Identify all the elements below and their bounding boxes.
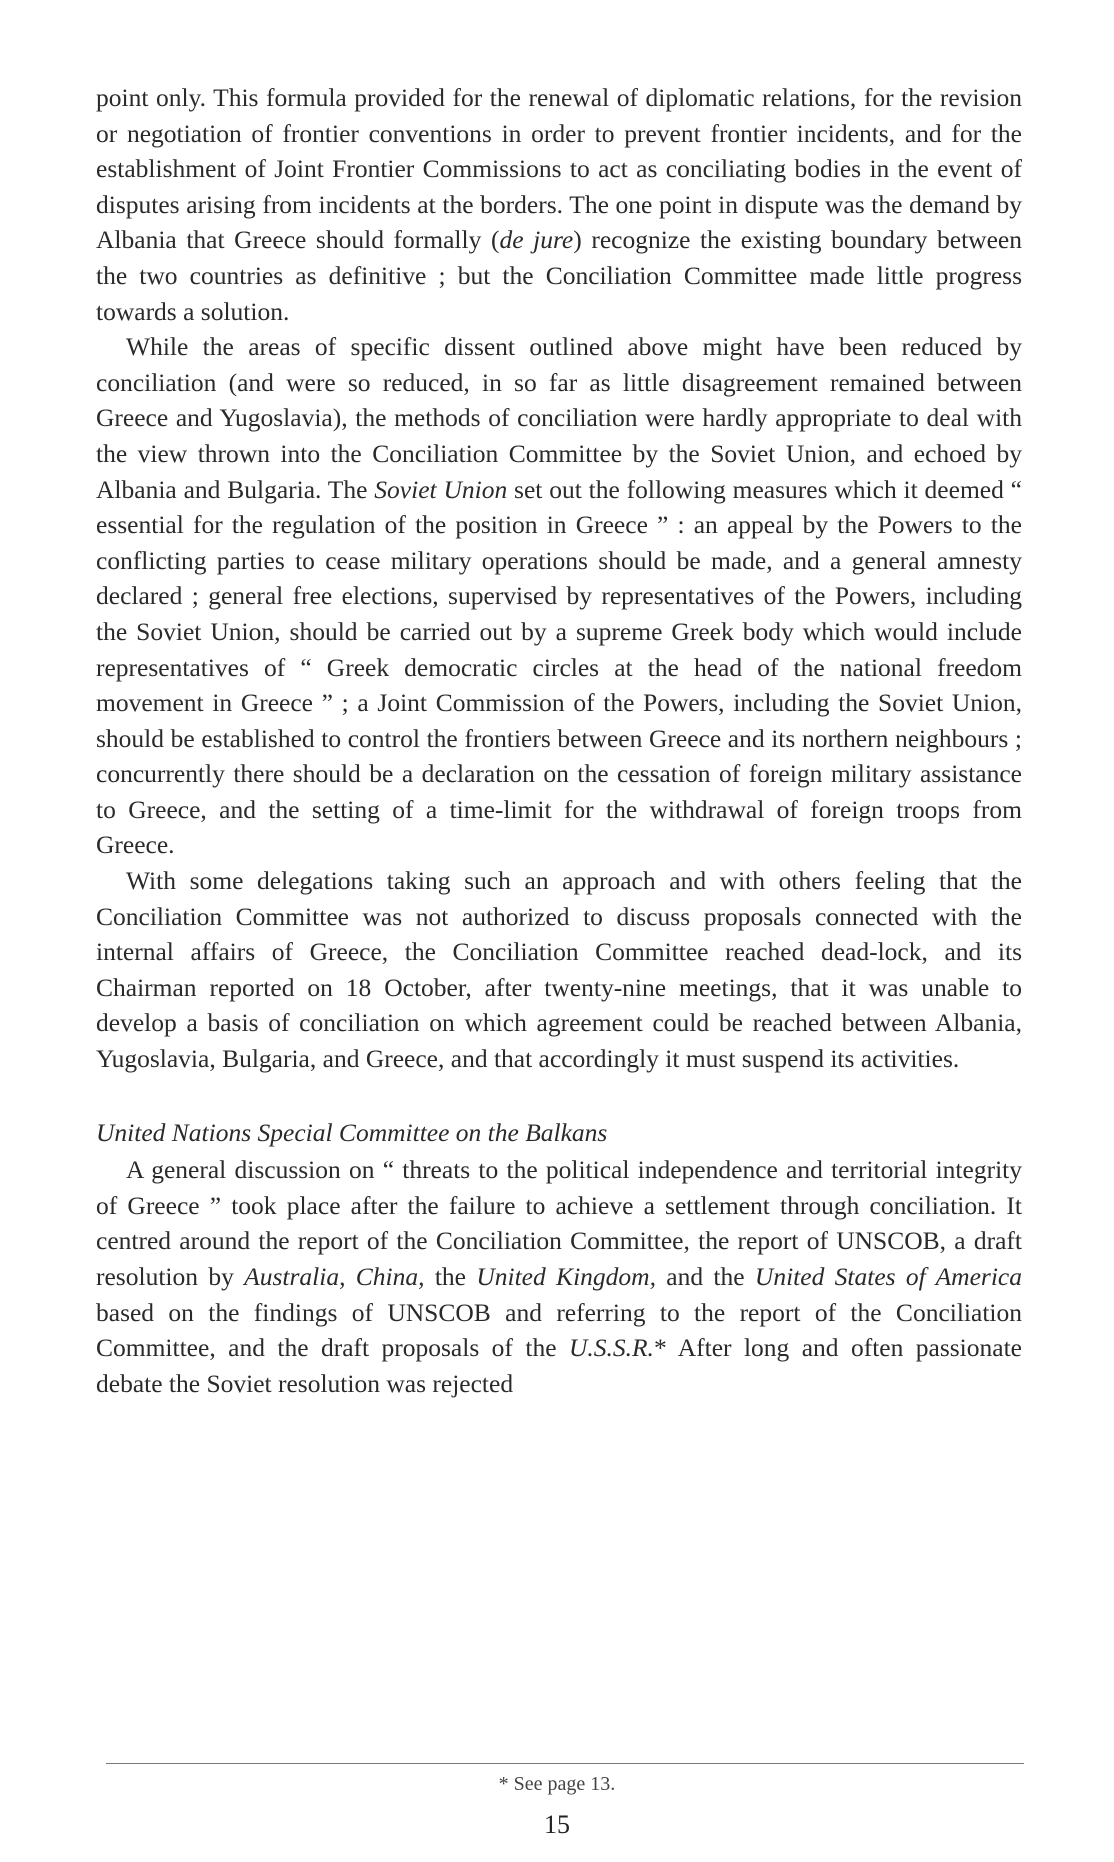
- section-heading: United Nations Special Committee on the Balkans: [96, 1117, 608, 1147]
- italic-text: U.S.S.R.: [568, 1333, 654, 1363]
- italic-text: Soviet Union: [374, 474, 508, 504]
- text-run: ) recognize the existing boundary between the two countries as definitive ; but the Conciliation Committee made little progress towards a solution.: [96, 225, 1022, 326]
- italic-text: Australia, China,: [244, 1262, 425, 1291]
- paragraph: [96, 329, 1022, 863]
- paragraphs-after-heading: [96, 1152, 1022, 1401]
- paragraph: [96, 863, 1022, 1077]
- paragraph: [96, 1152, 1022, 1401]
- text-run: While the areas of specific dissent outlined above might have been reduced by conciliation (and were so reduced, in so far as little disagreement remained between Greece and Yugoslavia), the methods of conciliation were hardly appropriate to deal with the view thrown into the Conciliation Committee by the Soviet Union, and echoed by Albania and Bulgaria. The: [96, 332, 1022, 504]
- text-run: the: [424, 1262, 477, 1291]
- page-body: [96, 80, 1022, 1401]
- italic-text: United Kingdom,: [476, 1262, 656, 1291]
- text-run: With some delegations taking such an approach and with others feeling that the Conciliation Committee was not authorized to discuss proposals connected with the internal affairs of Greece, the Conciliation Committee reached dead-lock, and its Chairman reported on 18 October, after twenty-nine meetings, that it was unable to develop a basis of conciliation on which agreement could be reached between Albania, Yugoslavia, Bulgaria, and Greece, and that accordingly it must suspend its activities.: [96, 866, 1022, 1074]
- text-run: * After long and often passionate debate the Soviet resolution was rejected: [96, 1333, 1022, 1398]
- page-number: 15: [544, 1810, 570, 1839]
- italic-text: de jure: [499, 225, 574, 255]
- footnote: * See page 13.: [498, 1773, 616, 1795]
- text-run: set out the following measures which it deemed “ essential for the regulation of the position in Greece ” : an appeal by the Powers to the conflicting parties to cease military operations should be made, and a general amnesty declared ; general free elections, supervised by representatives of the Powers, including the Soviet Union, should be carried out by a supreme Greek body which would include representatives of “ Greek democratic circles at the head of the national freedom movement in Greece ” ; a Joint Commission of the Powers, including the Soviet Union, should be established to control the frontiers between Greece and its northern neighbours ; concurrently there should be a declaration on the cessation of foreign military assistance to Greece, and the setting of a time-limit for the withdrawal of foreign troops from Greece.: [96, 474, 1023, 860]
- text-run: based on the findings of UNSCOB and referring to the report of the Conciliation Committee, and the draft proposals of the: [96, 1297, 1022, 1363]
- text-run: point only. This formula provided for the renewal of diplomatic relations, for the revision or negotiation of frontier conventions in order to prevent frontier incidents, and for the establishment of Joint Frontier Commissions to act as conciliating bodies in the event of disputes arising from incidents at the borders. The one point in dispute was the demand by Albania that Greece should formally (: [96, 83, 1022, 255]
- paragraphs-before-heading: [96, 80, 1022, 1077]
- text-run: and the: [655, 1262, 755, 1291]
- text-run: A general discussion on “ threats to the political independence and territorial integrity of Greece ” took place after the failure to achieve a settlement through conciliation. It centred around the report of the Conciliation Committee, the report of UNSCOB, a draft resolution by: [96, 1155, 1022, 1291]
- italic-text: United States of America: [754, 1262, 1022, 1291]
- paragraph: [96, 80, 1022, 329]
- footnote-divider: [106, 1763, 1024, 1764]
